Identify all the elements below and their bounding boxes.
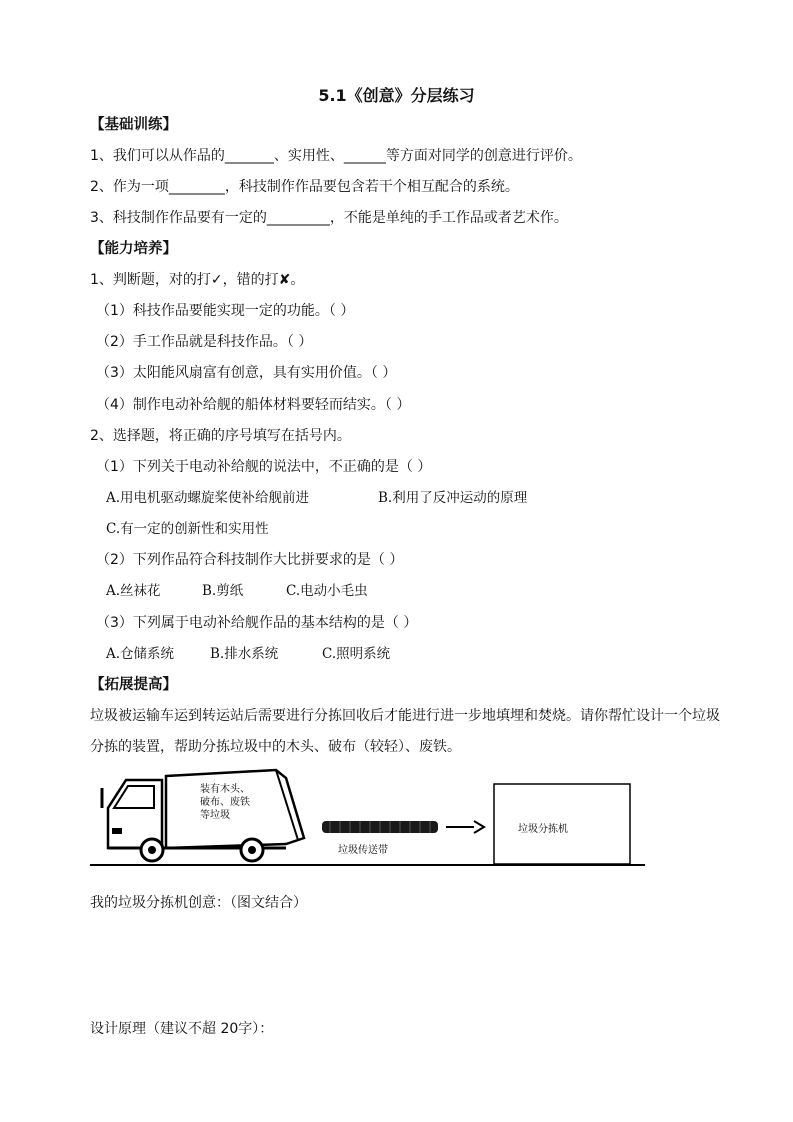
choice-q2-stem: （2）下列作品符合科技制作大比拼要求的是（ ） — [96, 552, 404, 568]
arrow-right-icon — [474, 821, 484, 833]
judge-title: 1、判断题，对的打✓，错的打✘。 — [90, 272, 305, 288]
section-heading-basic: 【基础训练】 — [90, 117, 177, 133]
choice-q1-option-a: A.用电机驱动螺旋桨使补给舰前进 — [106, 490, 310, 506]
judge-item-1: （1）科技作品要能实现一定的功能。（ ） — [96, 303, 355, 319]
basic-question-2: 2、作为一项________，科技制作作品要包含若干个相互配合的系统。 — [90, 179, 519, 195]
idea-prompt: 我的垃圾分拣机创意：（图文结合） — [90, 895, 307, 911]
basic-question-1: 1、我们可以从作品的_______、实用性、______等方面对同学的创意进行评价。 — [90, 148, 582, 164]
choice-q1-options — [106, 489, 527, 507]
basic-question-3: 3、科技制作作品要有一定的_________，不能是单纯的手工作品或者艺术作。 — [90, 210, 568, 226]
principle-prompt: 设计原理（建议不超 20字）： — [90, 1021, 274, 1037]
page-title: 5.1《创意》分层练习 — [318, 86, 475, 105]
truck-body-icon — [166, 770, 304, 848]
sorting-figure — [90, 768, 650, 872]
choice-title: 2、选择题，将正确的序号填写在括号内。 — [90, 428, 351, 444]
judge-item-2: （2）手工作品就是科技作品。（ ） — [96, 334, 313, 350]
sorting-machine-label: 垃圾分拣机 — [518, 824, 568, 835]
section-heading-ability: 【能力培养】 — [90, 241, 177, 257]
choice-q1-option-b: B.利用了反冲运动的原理 — [378, 490, 528, 506]
choice-q2-options — [106, 582, 368, 600]
conveyor-belt-label: 垃圾传送带 — [338, 845, 388, 856]
truck-label-line-3: 等垃圾 — [200, 810, 230, 821]
section-heading-extend: 【拓展提高】 — [90, 677, 177, 693]
choice-q2-option-a: A.丝袜花 — [106, 583, 161, 599]
choice-q2-option-b: B.剪纸 — [202, 583, 244, 599]
choice-q3-option-c: C.照明系统 — [322, 646, 391, 662]
choice-q3-options — [106, 645, 390, 663]
choice-q2-option-c: C.电动小毛虫 — [286, 583, 368, 599]
judge-item-3: （3）太阳能风扇富有创意，具有实用价值。（ ） — [96, 365, 397, 381]
truck-label-line-2: 破布、废铁 — [200, 797, 250, 808]
choice-q1-option-c: C.有一定的创新性和实用性 — [106, 521, 269, 537]
choice-q3-option-b: B.排水系统 — [210, 646, 279, 662]
choice-q3-stem: （3）下列属于电动补给舰作品的基本结构的是（ ） — [96, 615, 418, 631]
truck-label-line-1: 装有木头、 — [200, 784, 250, 795]
choice-q3-option-a: A.仓储系统 — [106, 646, 175, 662]
extend-paragraph: 垃圾被运输车运到转运站后需要进行分拣回收后才能进行进一步地填埋和焚烧。请你帮忙设计一个垃圾分拣的装置，帮助分拣垃圾中的木头、破布（较轻）、废铁。 — [90, 708, 720, 755]
choice-q1-stem: （1）下列关于电动补给舰的说法中，不正确的是（ ） — [96, 459, 432, 475]
judge-item-4: （4）制作电动补给舰的船体材料要轻而结实。（ ） — [96, 397, 411, 413]
